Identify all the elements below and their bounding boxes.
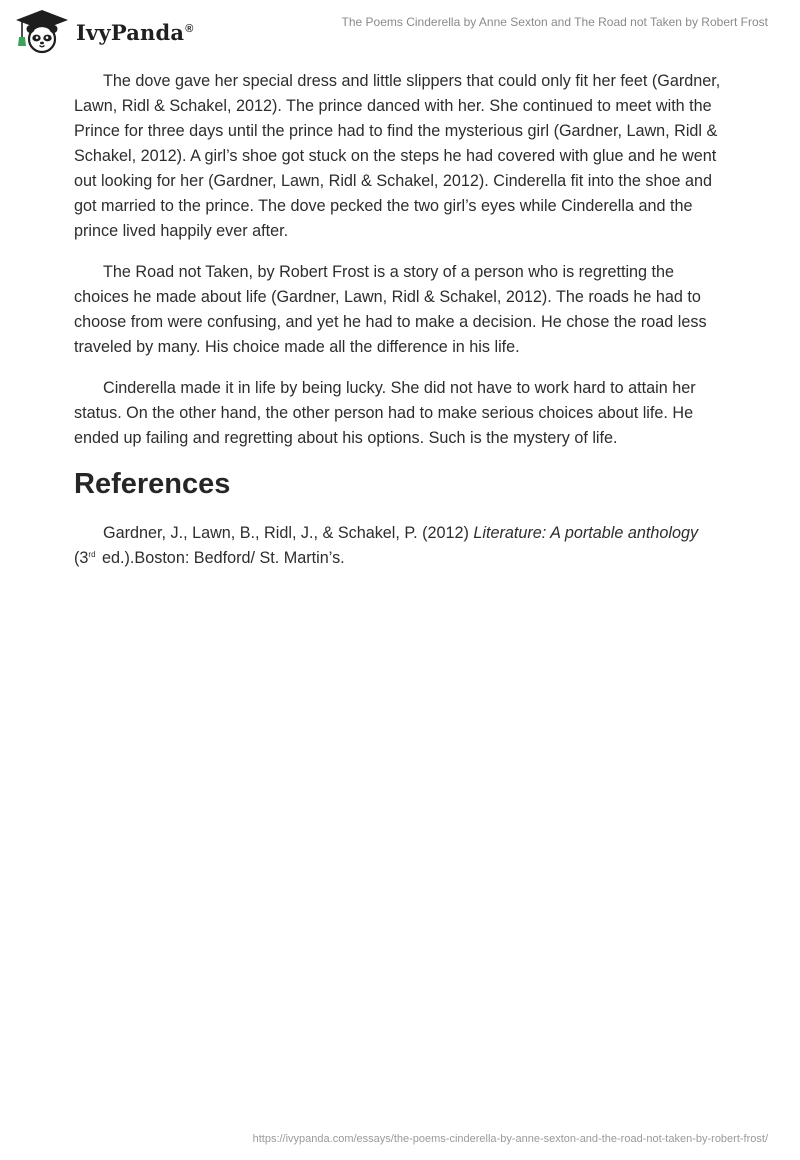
registered-mark: ® [185,22,194,35]
document-title: The Poems Cinderella by Anne Sexton and The Road not Taken by Robert Frost [341,15,768,29]
reference-publisher: ed.).Boston: Bedford/ St. Martin’s. [97,549,345,567]
panda-graduation-cap-icon [14,8,70,54]
body-paragraph: The Road not Taken, by Robert Frost is a story of a person who is regretting the choices he made about life (Gardner, Lawn, Ridl & Schakel, 2012). The roads he had to choose from were confusing, and yet he had to make a decision. He chose the road less traveled by many. His choice made all the difference in his life. [74,263,707,356]
references-heading: References [74,468,231,500]
reference-edition-suffix: rd [88,550,96,559]
ivypanda-logo[interactable] [14,8,194,54]
reference-entry [74,521,730,571]
body-paragraph: Cinderella made it in life by being lucky. She did not have to work hard to attain her status. On the other hand, the other person had to make serious choices about life. He ended up failing and regretting about his options. Such is the mystery of life. [74,379,696,447]
reference-edition: (3 [74,549,89,567]
body-paragraph: The dove gave her special dress and little slippers that could only fit her feet (Gardner, Lawn, Ridl & Schakel, 2012). The prince danced with her. She continued to meet with the Prince for three days until the prince had to find the mysterious girl (Gardner, Lawn, Ridl & Schakel, 2012). A girl’s shoe got stuck on the steps he had covered with glue and he went out looking for her (Gardner, Lawn, Ridl & Schakel, 2012). Cinderella fit into the shoe and got married to the prince. The dove pecked the two girl’s eyes while Cinderella and the prince lived happily ever after. [74,72,721,240]
essay-content [74,69,730,571]
page-header [0,0,800,60]
reference-authors: Gardner, J., Lawn, B., Ridl, J., & Schakel, P. (2012) [103,524,474,542]
source-url[interactable]: https://ivypanda.com/essays/the-poems-cinderella-by-anne-sexton-and-the-road-not-taken-by-robert-frost/ [252,1133,768,1145]
brand-name: IvyPanda® [76,19,194,45]
reference-title: Literature: A portable anthology [473,524,699,542]
